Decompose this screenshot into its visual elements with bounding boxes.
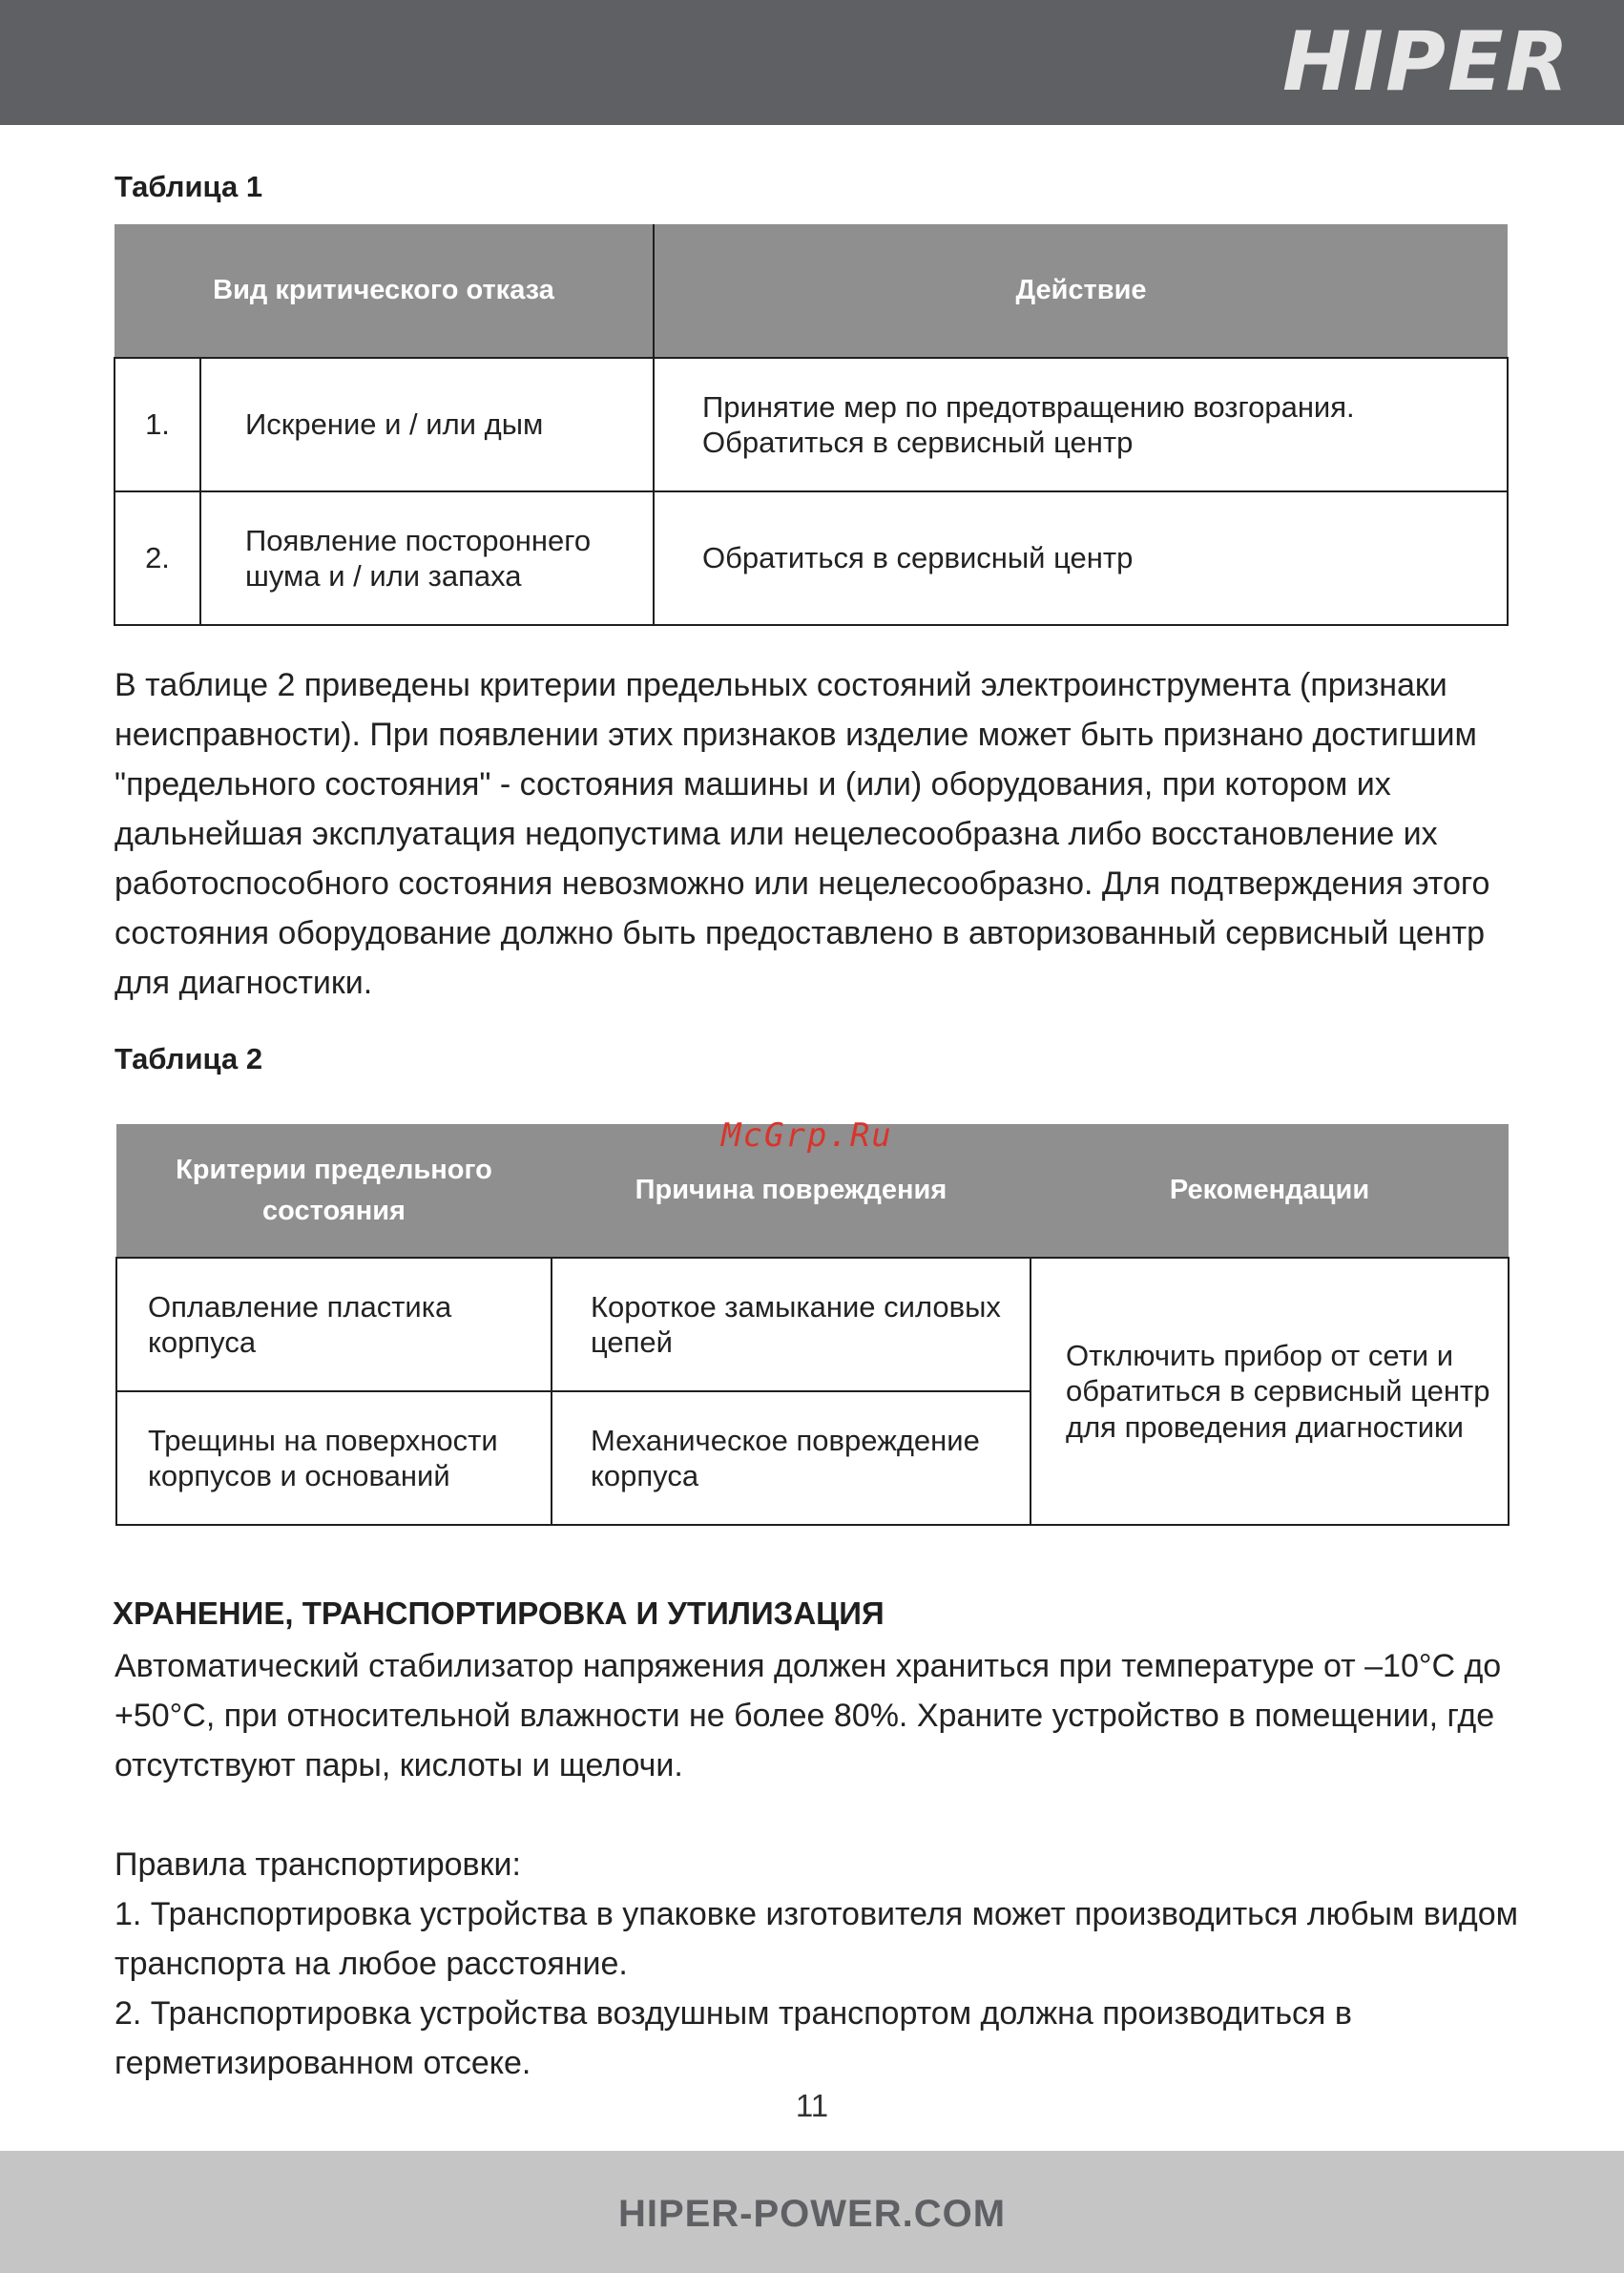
criterion-cell: Оплавление пластика корпуса: [116, 1258, 552, 1391]
watermark: McGrp.Ru: [721, 1116, 893, 1155]
table1-caption: Таблица 1: [115, 170, 263, 203]
transport-rule-2: 2. Транспортировка устройства воздушным транспортом должна производиться в герметизированном отсеке.: [115, 1995, 1352, 2081]
table-row: [116, 1258, 1509, 1391]
failure-type-cell: Искрение и / или дым: [200, 358, 654, 491]
column-header-failure-type: Вид критического отказа: [115, 224, 654, 358]
cause-cell: Механическое повреждение корпуса: [552, 1391, 1031, 1525]
column-header-criteria: Критерии предельного состояния: [116, 1124, 552, 1258]
transport-rule-1: 1. Транспортировка устройства в упаковке изготовителя может производиться любым видом транспорта на любое расстояние.: [115, 1896, 1518, 1982]
action-cell: Принятие мер по предотвращению возгорания. Обратиться в сервисный центр: [654, 358, 1508, 491]
table-row: [115, 491, 1508, 625]
action-cell: Обратиться в сервисный центр: [654, 491, 1508, 625]
recommendation-cell: Отключить прибор от сети и обратиться в сервисный центр для проведения диагностики: [1031, 1258, 1509, 1525]
criterion-cell: Трещины на поверхности корпусов и оснований: [116, 1391, 552, 1525]
cause-cell: Короткое замыкание силовых цепей: [552, 1258, 1031, 1391]
page-footer: [0, 2151, 1624, 2273]
page-number: 11: [795, 2088, 829, 2123]
column-header-cause: Причина повреждения: [552, 1124, 1031, 1258]
page-header: [0, 0, 1624, 125]
critical-failure-table: [114, 224, 1509, 626]
website-link[interactable]: HIPER-POWER.COM: [617, 2193, 1007, 2235]
storage-section-title: ХРАНЕНИЕ, ТРАНСПОРТИРОВКА И УТИЛИЗАЦИЯ: [113, 1595, 885, 1631]
table-row: [115, 358, 1508, 491]
row-number: 1.: [115, 358, 200, 491]
column-header-recommendations: Рекомендации: [1031, 1124, 1509, 1258]
row-number: 2.: [115, 491, 200, 625]
limit-state-paragraph: В таблице 2 приведены критерии предельных состояний электроинструмента (признаки неисправности). При появлении этих признаков изделие может быть признано достигшим "предельного состояния" - состояния машины и (или) оборудования, при котором их дальнейшая эксплуатация недопустима или нецелесообразна либо восстановление их работоспособного состояния невозможно или нецелесообразно. Для подтверждения этого состояния оборудование должно быть предоставлено в авторизованный сервисный центр для диагностики.: [115, 667, 1490, 1001]
table-header-row: [115, 224, 1508, 358]
limit-state-table: [115, 1124, 1509, 1526]
storage-paragraph: Автоматический стабилизатор напряжения должен храниться при температуре от –10°С до +50°С, при относительной влажности не более 80%. Храните устройство в помещении, где отсутствуют пары, кислоты и щелочи.: [115, 1648, 1502, 1783]
table2-caption: Таблица 2: [115, 1042, 263, 1075]
column-header-action: Действие: [654, 224, 1508, 358]
hiper-logo: HIPER: [1282, 14, 1571, 110]
transport-rules-title: Правила транспортировки:: [115, 1846, 521, 1883]
failure-type-cell: Появление постороннего шума и / или запаха: [200, 491, 654, 625]
